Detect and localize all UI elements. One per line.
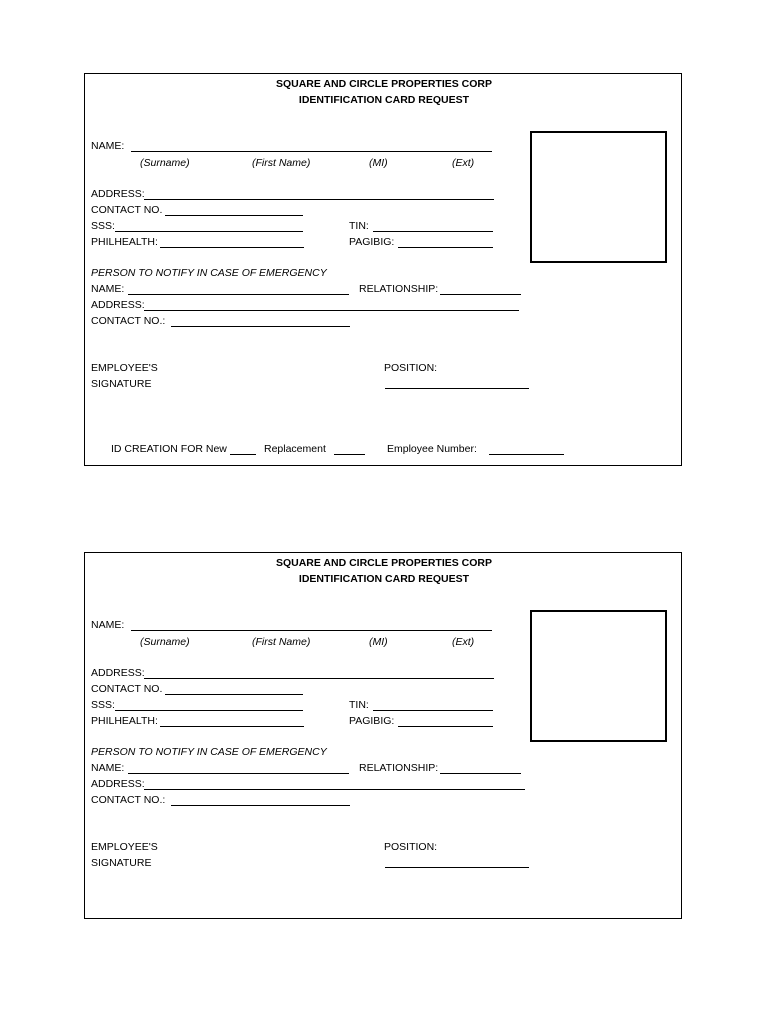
tin-label: TIN: xyxy=(349,220,369,232)
signature-label: SIGNATURE xyxy=(91,378,152,390)
contact-field[interactable] xyxy=(165,215,303,216)
relationship-label: RELATIONSHIP: xyxy=(359,762,439,774)
position-label: POSITION: xyxy=(384,841,438,853)
sss-field[interactable] xyxy=(115,231,303,232)
emergency-heading: PERSON TO NOTIFY IN CASE OF EMERGENCY xyxy=(91,746,327,758)
tin-field[interactable] xyxy=(373,231,493,232)
relationship-label: RELATIONSHIP: xyxy=(359,283,439,295)
sss-field[interactable] xyxy=(115,710,303,711)
employee-label: EMPLOYEE'S xyxy=(91,841,158,853)
employee-number-label: Employee Number: xyxy=(387,443,477,455)
name-field[interactable] xyxy=(131,151,492,152)
name-label: NAME: xyxy=(91,140,125,152)
photo-box xyxy=(530,131,667,263)
emergency-contact-label: CONTACT NO.: xyxy=(91,315,166,327)
first-name-caption: (First Name) xyxy=(252,157,311,169)
pagibig-label: PAGIBIG: xyxy=(349,236,395,248)
philhealth-field[interactable] xyxy=(160,247,304,248)
relationship-field[interactable] xyxy=(440,294,521,295)
emergency-address-field[interactable] xyxy=(144,789,525,790)
address-field[interactable] xyxy=(144,199,494,200)
address-field[interactable] xyxy=(144,678,494,679)
pagibig-field[interactable] xyxy=(398,726,493,727)
emergency-address-label: ADDRESS: xyxy=(91,299,145,311)
address-label: ADDRESS: xyxy=(91,188,145,200)
pagibig-field[interactable] xyxy=(398,247,493,248)
replacement-label: Replacement xyxy=(264,443,326,455)
form-title: IDENTIFICATION CARD REQUEST xyxy=(298,94,470,106)
emergency-name-label: NAME: xyxy=(91,762,125,774)
contact-field[interactable] xyxy=(165,694,303,695)
ext-caption: (Ext) xyxy=(452,157,475,169)
philhealth-field[interactable] xyxy=(160,726,304,727)
emergency-name-field[interactable] xyxy=(128,773,349,774)
replacement-field[interactable] xyxy=(334,454,365,455)
new-field[interactable] xyxy=(230,454,256,455)
emergency-name-label: NAME: xyxy=(91,283,125,295)
emergency-contact-field[interactable] xyxy=(171,805,350,806)
relationship-field[interactable] xyxy=(440,773,521,774)
sss-label: SSS: xyxy=(91,699,115,711)
surname-caption: (Surname) xyxy=(140,636,190,648)
photo-box xyxy=(530,610,667,742)
company-name: SQUARE AND CIRCLE PROPERTIES CORP xyxy=(275,557,493,569)
company-name: SQUARE AND CIRCLE PROPERTIES CORP xyxy=(275,78,493,90)
emergency-address-field[interactable] xyxy=(144,310,519,311)
emergency-address-label: ADDRESS: xyxy=(91,778,145,790)
mi-caption: (MI) xyxy=(369,157,388,169)
contact-label: CONTACT NO. xyxy=(91,683,163,695)
tin-label: TIN: xyxy=(349,699,369,711)
employee-label: EMPLOYEE'S xyxy=(91,362,158,374)
signature-label: SIGNATURE xyxy=(91,857,152,869)
emergency-name-field[interactable] xyxy=(128,294,349,295)
position-field[interactable] xyxy=(385,867,529,868)
form-title: IDENTIFICATION CARD REQUEST xyxy=(298,573,470,585)
tin-field[interactable] xyxy=(373,710,493,711)
emergency-heading: PERSON TO NOTIFY IN CASE OF EMERGENCY xyxy=(91,267,327,279)
contact-label: CONTACT NO. xyxy=(91,204,163,216)
employee-number-field[interactable] xyxy=(489,454,564,455)
id-request-form-1 xyxy=(84,73,682,466)
id-request-form-2 xyxy=(84,552,682,919)
mi-caption: (MI) xyxy=(369,636,388,648)
id-creation-new-label: ID CREATION FOR New xyxy=(111,443,227,455)
address-label: ADDRESS: xyxy=(91,667,145,679)
ext-caption: (Ext) xyxy=(452,636,475,648)
sss-label: SSS: xyxy=(91,220,115,232)
position-field[interactable] xyxy=(385,388,529,389)
philhealth-label: PHILHEALTH: xyxy=(91,715,158,727)
name-label: NAME: xyxy=(91,619,125,631)
surname-caption: (Surname) xyxy=(140,157,190,169)
first-name-caption: (First Name) xyxy=(252,636,311,648)
position-label: POSITION: xyxy=(384,362,438,374)
philhealth-label: PHILHEALTH: xyxy=(91,236,158,248)
emergency-contact-label: CONTACT NO.: xyxy=(91,794,166,806)
name-field[interactable] xyxy=(131,630,492,631)
emergency-contact-field[interactable] xyxy=(171,326,350,327)
pagibig-label: PAGIBIG: xyxy=(349,715,395,727)
